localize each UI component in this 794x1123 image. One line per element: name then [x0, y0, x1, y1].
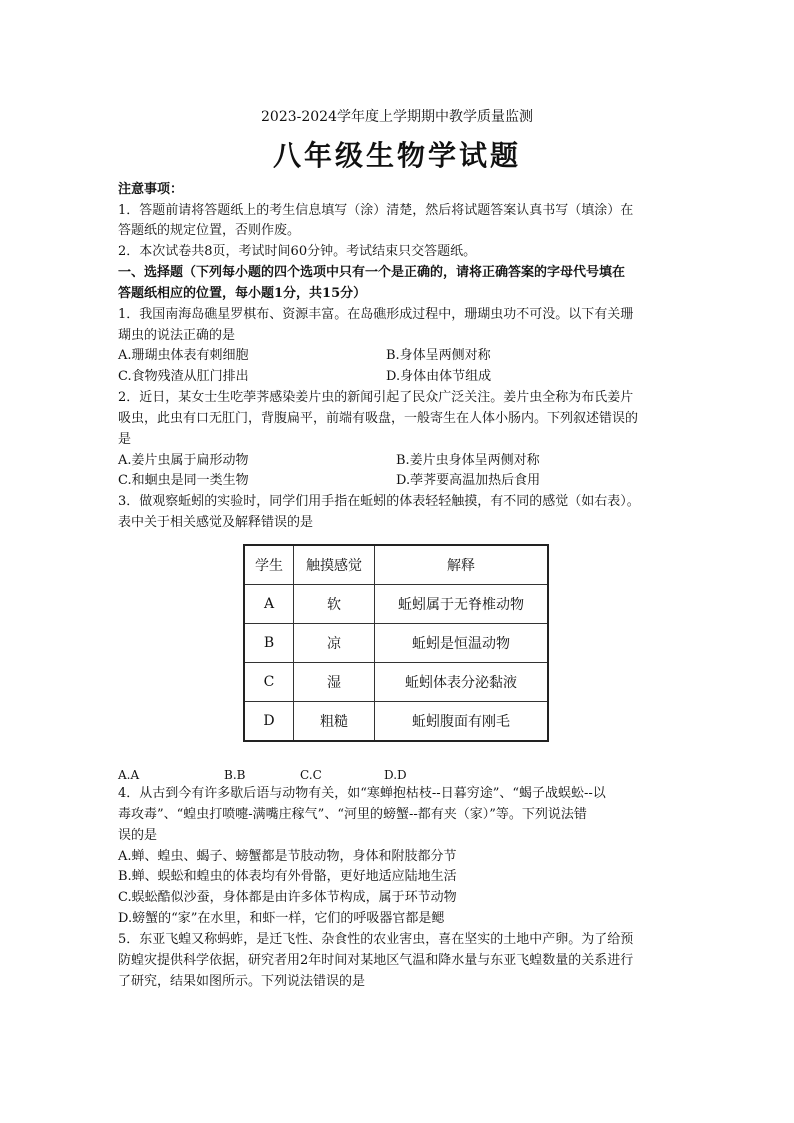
table-row: [244, 663, 548, 702]
table-cell: 蚯蚓体表分泌黏液: [375, 663, 549, 702]
option-b: B.姜片虫身体呈两侧对称: [396, 453, 540, 468]
option-c: C.食物残渣从肛门排出: [118, 369, 249, 384]
question-stem: 4．从古到今有许多歇后语与动物有关，如“寒蝉抱枯枝--日暮穷途”、“蝎子战蜈蚣--以: [118, 786, 606, 801]
option-a: A.蝉、蝗虫、蝎子、螃蟹都是节肢动物，身体和附肢都分节: [118, 849, 457, 864]
notes-heading: 注意事项：: [118, 182, 184, 197]
table-header-cell: 触摸感觉: [294, 545, 375, 585]
option-c: C.和蛔虫是同一类生物: [118, 473, 249, 488]
option-row: [118, 471, 683, 491]
table-cell: A: [244, 585, 294, 624]
table-cell: B: [244, 624, 294, 663]
table-row: [244, 624, 548, 663]
option-b: B.B: [224, 768, 246, 782]
option-d: D.螃蟹的“家”在水里，和虾一样，它们的呼吸器官都是鳃: [118, 911, 445, 926]
question-stem: 2．近日，某女士生吃荸荠感染姜片虫的新闻引起了民众广泛关注。姜片虫全称为布氏姜片: [118, 390, 634, 405]
option-a: A.A: [118, 768, 140, 782]
notes-line: 答题纸的规定位置，否则作废。: [118, 223, 301, 238]
table-cell: 湿: [294, 663, 375, 702]
table-cell: 软: [294, 585, 375, 624]
section-heading: 答题纸相应的位置，每小题1分，共15分）: [118, 286, 367, 301]
table-header-cell: 解释: [375, 545, 549, 585]
option-row: [118, 346, 683, 366]
option-row: [118, 367, 683, 387]
table-cell: D: [244, 702, 294, 742]
question-stem: 表中关于相关感觉及解释错误的是: [118, 515, 314, 530]
table-row: [244, 702, 548, 742]
option-b: B.蝉、蜈蚣和蝗虫的体表均有外骨骼，更好地适应陆地生活: [118, 869, 457, 884]
question-stem: 5．东亚飞蝗又称蚂蚱，是迁飞性、杂食性的农业害虫，喜在坚实的土地中产卵。为了给预: [118, 932, 634, 947]
question-stem: 1．我国南海岛礁星罗棋布、资源丰富。在岛礁形成过程中，珊瑚虫功不可没。以下有关珊: [118, 307, 634, 322]
question-stem: 防蝗灾提供科学依据，研究者用2年时间对某地区气温和降水量与东亚飞蝗数量的关系进行: [118, 953, 634, 968]
question-stem: 误的是: [118, 828, 158, 843]
table-row: [244, 585, 548, 624]
table-header-row: [244, 545, 548, 585]
question-stem: 毒攻毒”、“蝗虫打喷嚏-满嘴庄稼气”、“河里的螃蟹--都有夹（家）”等。下列说法错: [118, 807, 587, 822]
table-cell: 凉: [294, 624, 375, 663]
question-stem: 了研究，结果如图所示。下列说法错误的是: [118, 974, 366, 989]
observation-table: [243, 544, 549, 742]
table-cell: 蚯蚓腹面有刚毛: [375, 702, 549, 742]
option-d: D.身体由体节组成: [386, 369, 492, 384]
option-c: C.C: [300, 768, 322, 782]
table-cell: C: [244, 663, 294, 702]
notes-line: 1．答题前请将答题纸上的考生信息填写（涂）清楚，然后将试题答案认真书写（填涂）在: [118, 203, 634, 218]
option-a: A.姜片虫属于扁形动物: [118, 453, 249, 468]
option-d: D.D: [384, 768, 407, 782]
table-header-cell: 学生: [244, 545, 294, 585]
exam-subtitle: 2023-2024学年度上学期期中教学质量监测: [261, 109, 533, 125]
notes-line: 2．本次试卷共8页，考试时间60分钟。考试结束只交答题纸。: [118, 244, 477, 259]
option-row: [118, 451, 683, 471]
option-d: D.荸荠要高温加热后食用: [396, 473, 541, 488]
question-stem: 吸虫，此虫有口无肛门，背腹扁平，前端有吸盘，一般寄生在人体小肠内。下列叙述错误的: [118, 411, 639, 426]
table-cell: 蚯蚓属于无脊椎动物: [375, 585, 549, 624]
question-stem: 瑚虫的说法正确的是: [118, 328, 236, 343]
question-stem: 是: [118, 432, 132, 447]
option-b: B.身体呈两侧对称: [386, 348, 491, 363]
exam-title: 八年级生物学试题: [272, 139, 521, 172]
option-a: A.珊瑚虫体表有刺细胞: [118, 348, 249, 363]
table-cell: 粗糙: [294, 702, 375, 742]
section-heading: 一、选择题（下列每小题的四个选项中只有一个是正确的，请将正确答案的字母代号填在: [118, 265, 626, 280]
question-stem: 3．做观察蚯蚓的实验时，同学们用手指在蚯蚓的体表轻轻触摸，有不同的感觉（如右表）。: [118, 494, 640, 509]
table-cell: 蚯蚓是恒温动物: [375, 624, 549, 663]
option-c: C.蜈蚣酷似沙蚕，身体都是由许多体节构成，属于环节动物: [118, 890, 457, 905]
